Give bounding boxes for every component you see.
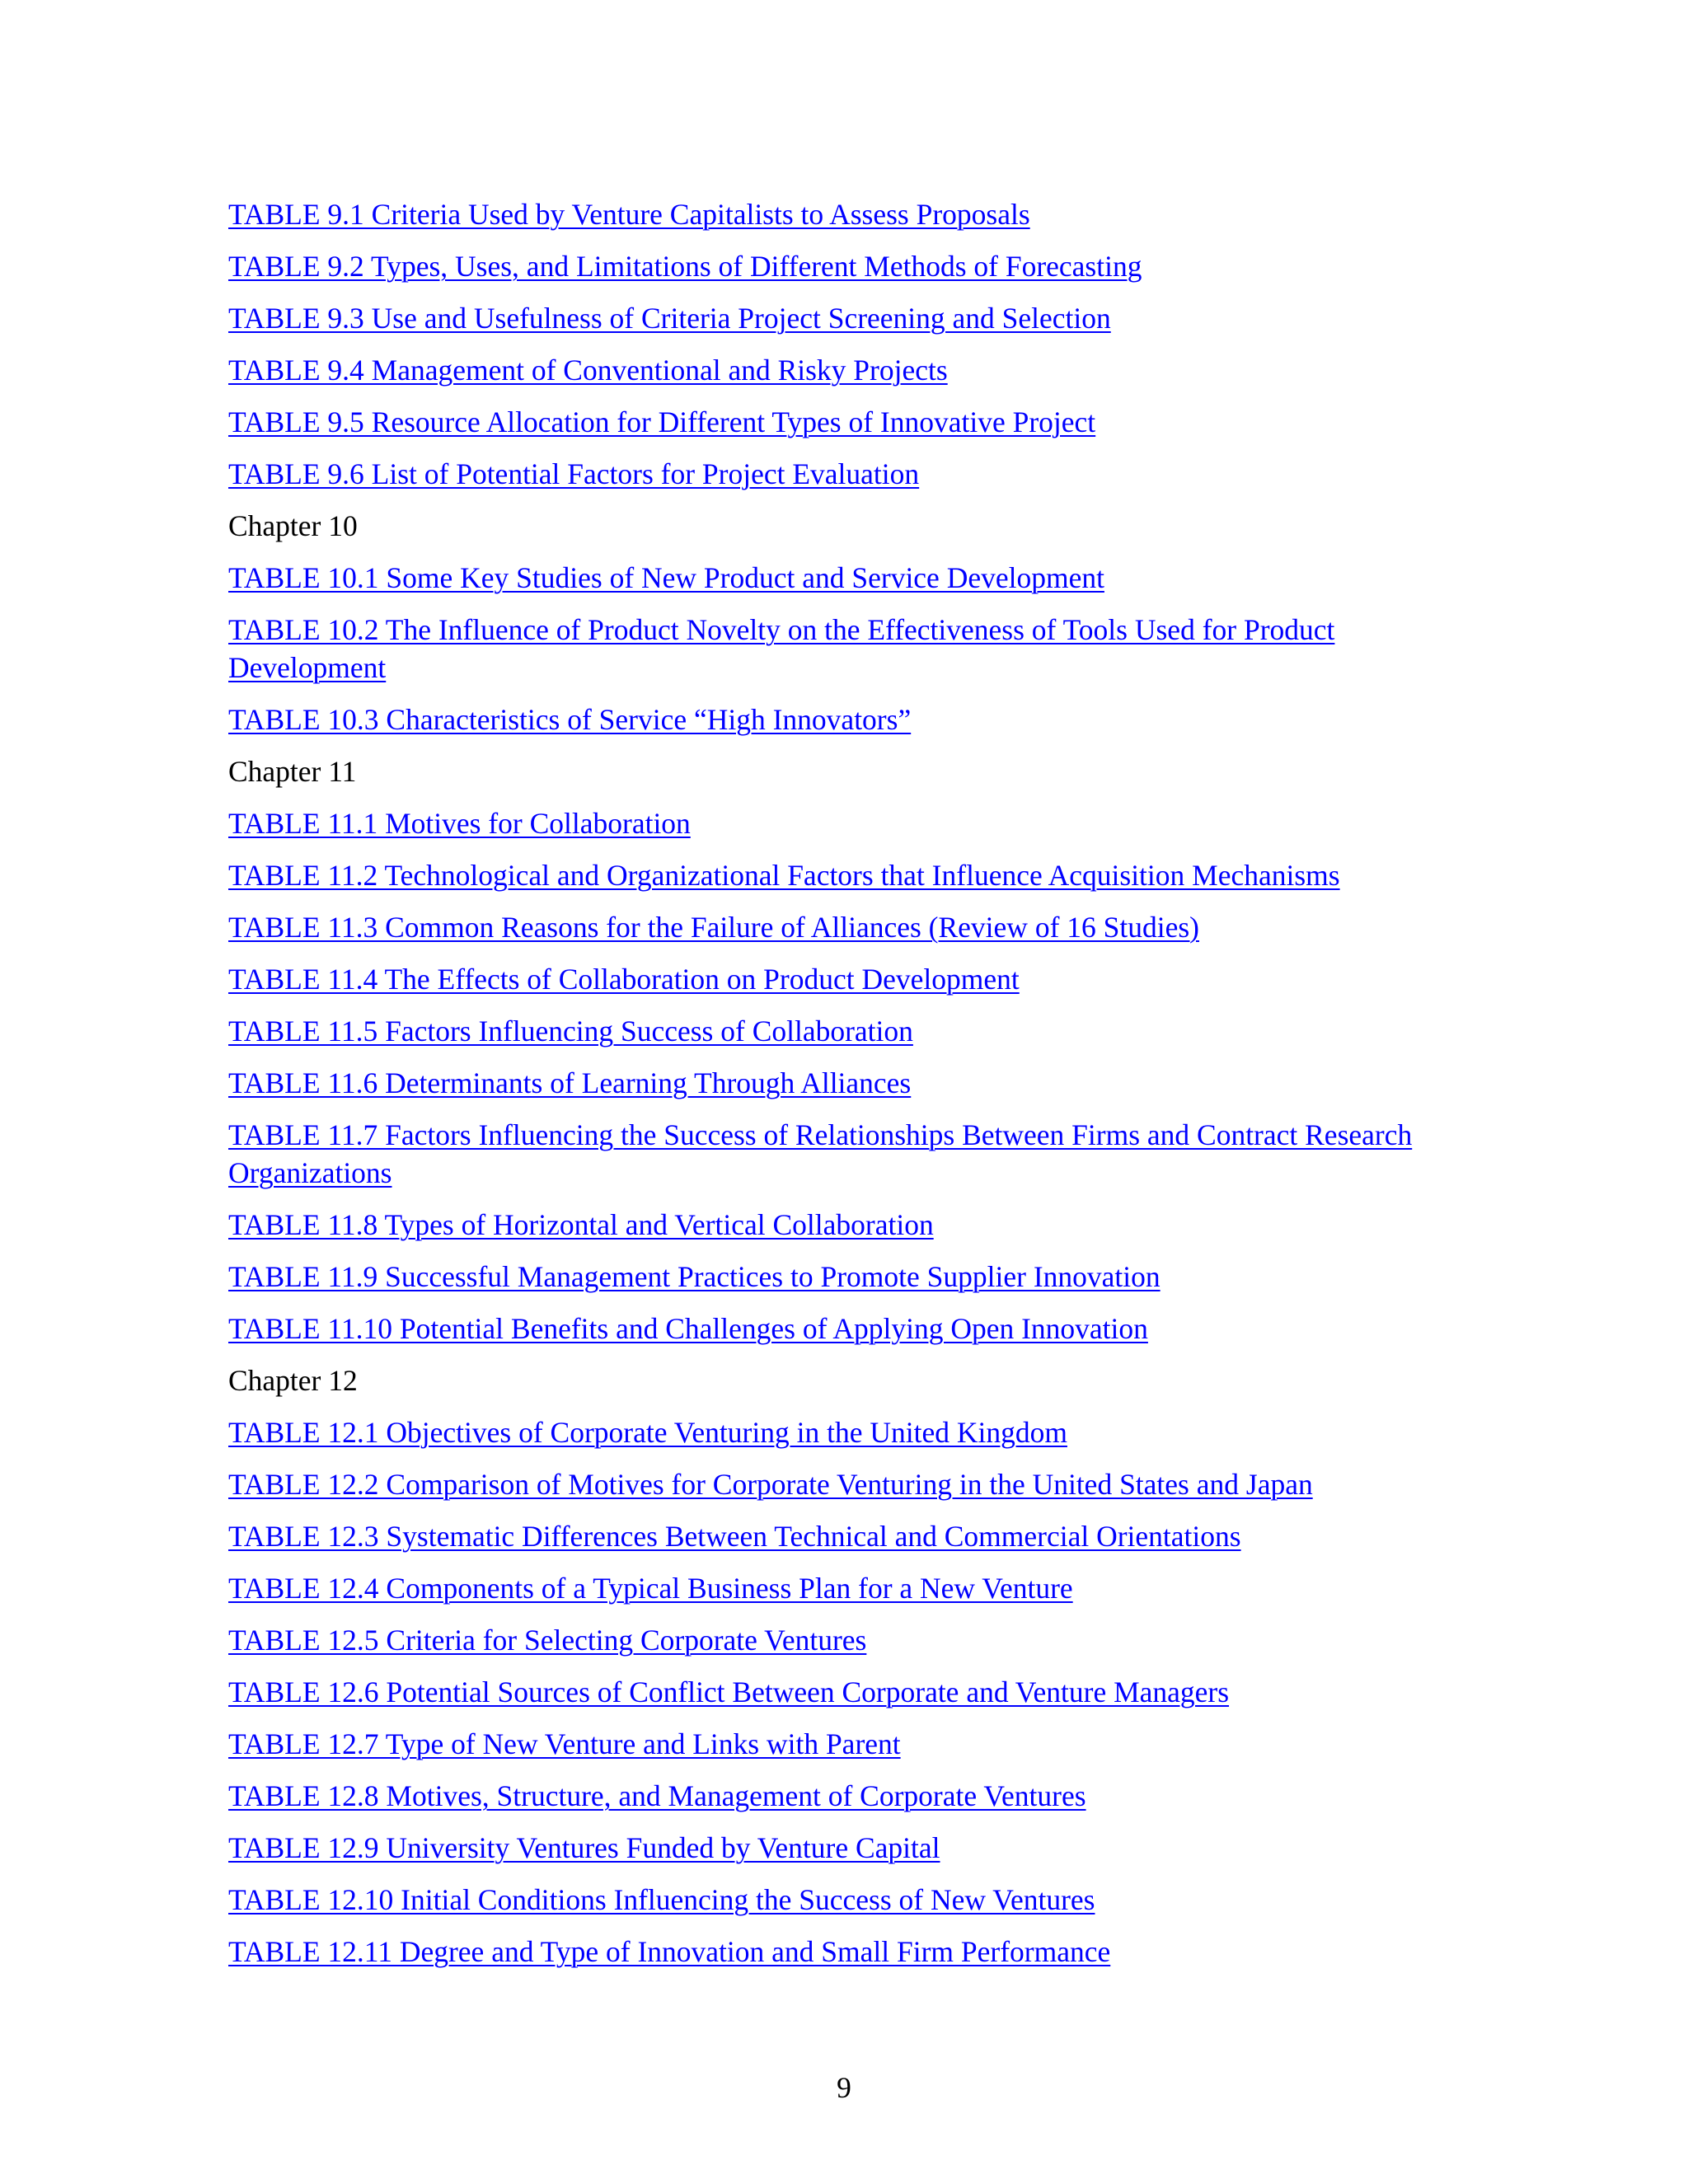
table-list-item (228, 195, 1481, 233)
table-link[interactable]: TABLE 12.2 Comparison of Motives for Corporate Venturing in the United States and Japan (228, 1468, 1313, 1501)
table-link[interactable]: TABLE 9.4 Management of Conventional and Risky Projects (228, 354, 948, 387)
table-link[interactable]: TABLE 11.8 Types of Horizontal and Vertical Collaboration (228, 1208, 934, 1241)
table-link[interactable]: TABLE 10.2 The Influence of Product Novelty on the Effectiveness of Tools Used for Product Development (228, 613, 1335, 684)
table-link[interactable]: TABLE 12.4 Components of a Typical Business Plan for a New Venture (228, 1572, 1073, 1605)
table-link[interactable]: TABLE 11.5 Factors Influencing Success of Collaboration (228, 1015, 913, 1047)
table-list-item (228, 701, 1481, 738)
table-list-item (228, 1517, 1481, 1555)
table-list-item (228, 1725, 1481, 1763)
table-link[interactable]: TABLE 12.10 Initial Conditions Influencing the Success of New Ventures (228, 1883, 1095, 1916)
chapter-heading-label: Chapter 10 (228, 509, 358, 542)
table-list-item (228, 1881, 1481, 1919)
table-list-item (228, 908, 1481, 946)
table-list-item (228, 1621, 1481, 1659)
table-list-item (228, 960, 1481, 998)
chapter-heading (228, 1361, 1481, 1399)
table-list-item (228, 403, 1481, 441)
table-link[interactable]: TABLE 9.3 Use and Usefulness of Criteria Project Screening and Selection (228, 302, 1111, 335)
table-link[interactable]: TABLE 10.1 Some Key Studies of New Product and Service Development (228, 561, 1104, 594)
chapter-heading-label: Chapter 11 (228, 755, 357, 788)
table-list-item (228, 351, 1481, 389)
table-list-item (228, 804, 1481, 842)
table-list-item (228, 1310, 1481, 1347)
table-link[interactable]: TABLE 11.10 Potential Benefits and Challenges of Applying Open Innovation (228, 1312, 1148, 1345)
table-list-item (228, 1829, 1481, 1867)
table-list-item (228, 247, 1481, 285)
table-link[interactable]: TABLE 12.3 Systematic Differences Between Technical and Commercial Orientations (228, 1520, 1241, 1553)
table-list-item (228, 856, 1481, 894)
table-list-item (228, 455, 1481, 493)
table-list-item (228, 1064, 1481, 1102)
table-link[interactable]: TABLE 12.1 Objectives of Corporate Venturing in the United Kingdom (228, 1416, 1067, 1449)
table-link[interactable]: TABLE 11.9 Successful Management Practices to Promote Supplier Innovation (228, 1260, 1160, 1293)
table-link[interactable]: TABLE 9.1 Criteria Used by Venture Capitalists to Assess Proposals (228, 198, 1030, 231)
table-link[interactable]: TABLE 11.1 Motives for Collaboration (228, 807, 691, 840)
chapter-heading (228, 507, 1481, 545)
table-list-item (228, 1673, 1481, 1711)
table-list-item (228, 611, 1481, 687)
chapter-heading (228, 752, 1481, 790)
table-link[interactable]: TABLE 11.2 Technological and Organizational Factors that Influence Acquisition Mechanisms (228, 859, 1340, 892)
table-list-item (228, 1258, 1481, 1296)
table-link[interactable]: TABLE 12.8 Motives, Structure, and Management of Corporate Ventures (228, 1779, 1086, 1812)
table-link[interactable]: TABLE 12.6 Potential Sources of Conflict Between Corporate and Venture Managers (228, 1675, 1230, 1708)
table-list-item (228, 1206, 1481, 1244)
table-link[interactable]: TABLE 12.7 Type of New Venture and Links with Parent (228, 1727, 901, 1760)
table-list-item (228, 1465, 1481, 1503)
table-list-item (228, 559, 1481, 597)
table-list-item (228, 1116, 1481, 1192)
table-link[interactable]: TABLE 11.3 Common Reasons for the Failure of Alliances (Review of 16 Studies) (228, 911, 1200, 944)
table-list-item (228, 299, 1481, 337)
table-list-item (228, 1777, 1481, 1815)
table-link[interactable]: TABLE 12.11 Degree and Type of Innovation and Small Firm Performance (228, 1935, 1111, 1968)
table-link[interactable]: TABLE 9.5 Resource Allocation for Different Types of Innovative Project (228, 405, 1096, 438)
table-link[interactable]: TABLE 9.6 List of Potential Factors for Project Evaluation (228, 457, 920, 490)
table-list-item (228, 1413, 1481, 1451)
table-link[interactable]: TABLE 9.2 Types, Uses, and Limitations of Different Methods of Forecasting (228, 250, 1142, 283)
table-link[interactable]: TABLE 11.7 Factors Influencing the Success of Relationships Between Firms and Contract Research Organizations (228, 1118, 1413, 1189)
page-number: 9 (837, 2071, 851, 2104)
table-list-item (228, 1933, 1481, 1971)
chapter-heading-label: Chapter 12 (228, 1364, 358, 1397)
table-list-item (228, 1012, 1481, 1050)
table-link[interactable]: TABLE 12.9 University Ventures Funded by Venture Capital (228, 1831, 940, 1864)
table-link[interactable]: TABLE 11.6 Determinants of Learning Through Alliances (228, 1066, 912, 1099)
table-link[interactable]: TABLE 11.4 The Effects of Collaboration on Product Development (228, 963, 1020, 996)
table-link[interactable]: TABLE 10.3 Characteristics of Service “High Innovators” (228, 703, 912, 736)
table-list (228, 195, 1481, 1985)
table-link[interactable]: TABLE 12.5 Criteria for Selecting Corporate Ventures (228, 1624, 867, 1657)
table-list-item (228, 1569, 1481, 1607)
